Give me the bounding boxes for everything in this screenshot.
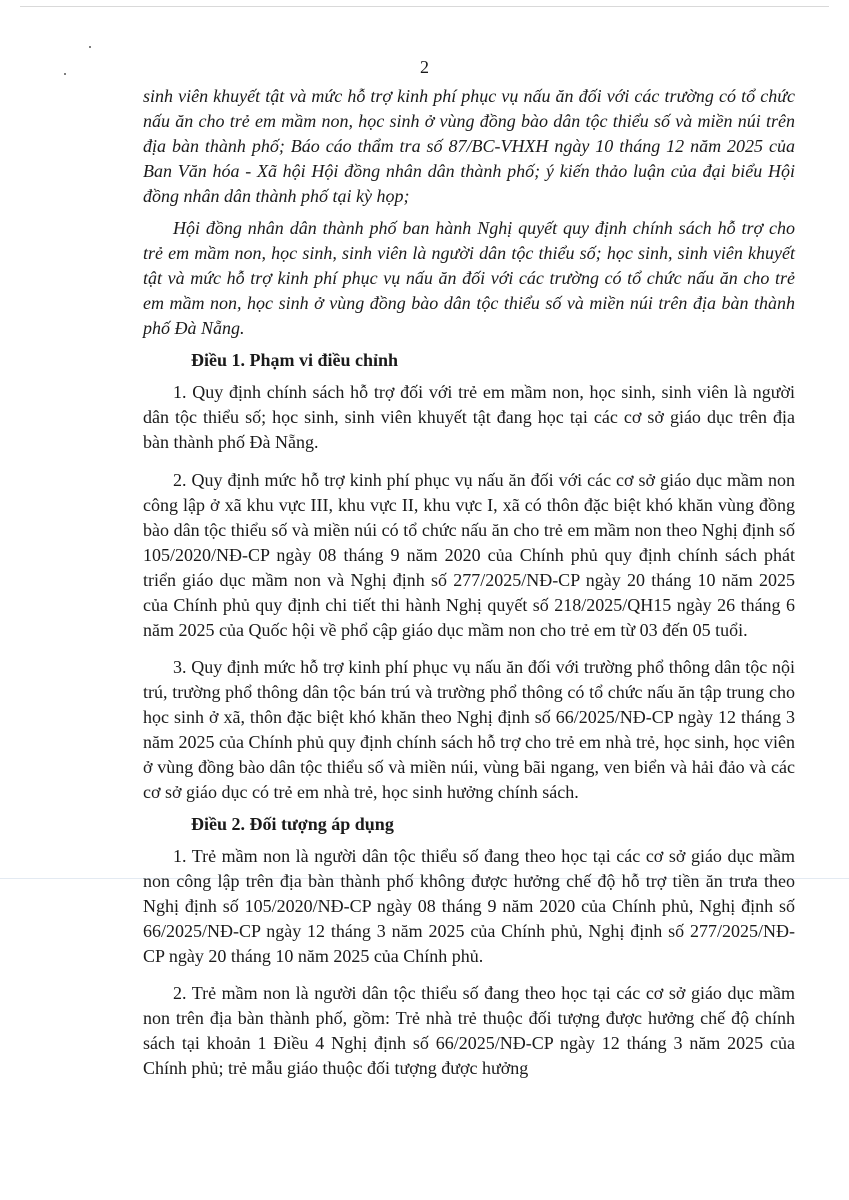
scan-speck xyxy=(89,46,91,48)
article-1-clause-2: 2. Quy định mức hỗ trợ kinh phí phục vụ nấu ăn đối với các cơ sở giáo dục mầm non công lập ở xã khu vực III, khu vực II, khu vực I, xã có thôn đặc biệt khó khăn vùng đồng bào dân tộc thiểu số và miền núi có tổ chức nấu ăn cho trẻ em mầm non theo Nghị định số 105/2020/NĐ-CP ngày 08 tháng 9 năm 2020 của Chính phủ quy định chính sách phát triển giáo dục mầm non và Nghị định số 277/2025/NĐ-CP ngày 20 tháng 10 năm 2025 của Chính phủ quy định chi tiết thi hành Nghị quyết số 218/2025/QH15 ngày 26 tháng 6 năm 2025 của Quốc hội về phổ cập giáo dục mầm non cho trẻ em từ 03 đến 05 tuổi. xyxy=(143,470,795,640)
article-2-clause-2: 2. Trẻ mầm non là người dân tộc thiểu số đang theo học tại các cơ sở giáo dục mầm non trên địa bàn thành phố, gồm: Trẻ nhà trẻ thuộc đối tượng được hưởng chế độ chính sách tại khoản 1 Điều 4 Nghị định số 66/2025/NĐ-CP ngày 12 tháng 3 năm 2025 của Chính phủ; trẻ mẫu giáo thuộc đối tượng được hưởng xyxy=(143,983,795,1078)
resolution-statement: Hội đồng nhân dân thành phố ban hành Nghị quyết quy định chính sách hỗ trợ cho trẻ em mầm non, học sinh, sinh viên là người dân tộc thiểu số; học sinh, sinh viên khuyết tật và mức hỗ trợ kinh phí phục vụ nấu ăn đối với các trường có tổ chức nấu ăn cho trẻ em mầm non, học sinh ở vùng đồng bào dân tộc thiểu số và miền núi trên địa bàn thành phố Đà Nẵng. xyxy=(143,218,795,338)
article-1-clause-3: 3. Quy định mức hỗ trợ kinh phí phục vụ nấu ăn đối với trường phổ thông dân tộc nội trú, trường phổ thông dân tộc bán trú và trường phổ thông có tổ chức nấu ăn tập trung cho học sinh ở xã, thôn đặc biệt khó khăn theo Nghị định số 66/2025/NĐ-CP ngày 12 tháng 3 năm 2025 của Chính phủ quy định chính sách hỗ trợ cho trẻ em nhà trẻ, học sinh, học viên ở vùng đồng bào dân tộc thiểu số và miền núi, vùng bãi ngang, ven biển và hải đảo và các cơ sở giáo dục có trẻ em nhà trẻ, học sinh hưởng chính sách. xyxy=(143,657,795,802)
preamble-continuation: sinh viên khuyết tật và mức hỗ trợ kinh phí phục vụ nấu ăn đối với các trường có tổ chức nấu ăn cho trẻ em mầm non, học sinh ở vùng đồng bào dân tộc thiểu số và miền núi trên địa bàn thành phố; Báo cáo thẩm tra số 87/BC-VHXH ngày 10 tháng 12 năm 2025 của Ban Văn hóa - Xã hội Hội đồng nhân dân thành phố; ý kiến thảo luận của đại biểu Hội đồng nhân dân thành phố tại kỳ họp; xyxy=(143,86,795,206)
article-1-clause-1: 1. Quy định chính sách hỗ trợ đối với trẻ em mầm non, học sinh, sinh viên là người dân tộc thiểu số; học sinh, sinh viên khuyết tật đang học tại các cơ sở giáo dục trên địa bàn thành phố Đà Nẵng. xyxy=(143,382,795,452)
article-2-heading: Điều 2. Đối tượng áp dụng xyxy=(191,814,394,834)
article-2-clause-1: 1. Trẻ mầm non là người dân tộc thiểu số đang theo học tại các cơ sở giáo dục mầm non công lập trên địa bàn thành phố không được hưởng chế độ hỗ trợ tiền ăn trưa theo Nghị định số 105/2020/NĐ-CP ngày 08 tháng 9 năm 2020 của Chính phủ, Nghị định số 66/2025/NĐ-CP ngày 12 tháng 3 năm 2025 của Chính phủ, Nghị định số 277/2025/NĐ-CP ngày 20 tháng 10 năm 2025 của Chính phủ. xyxy=(143,846,795,966)
article-1-heading: Điều 1. Phạm vi điều chỉnh xyxy=(191,350,399,370)
document-body xyxy=(143,84,795,1081)
page-number: 2 xyxy=(420,57,429,77)
page-top-edge xyxy=(20,6,829,7)
